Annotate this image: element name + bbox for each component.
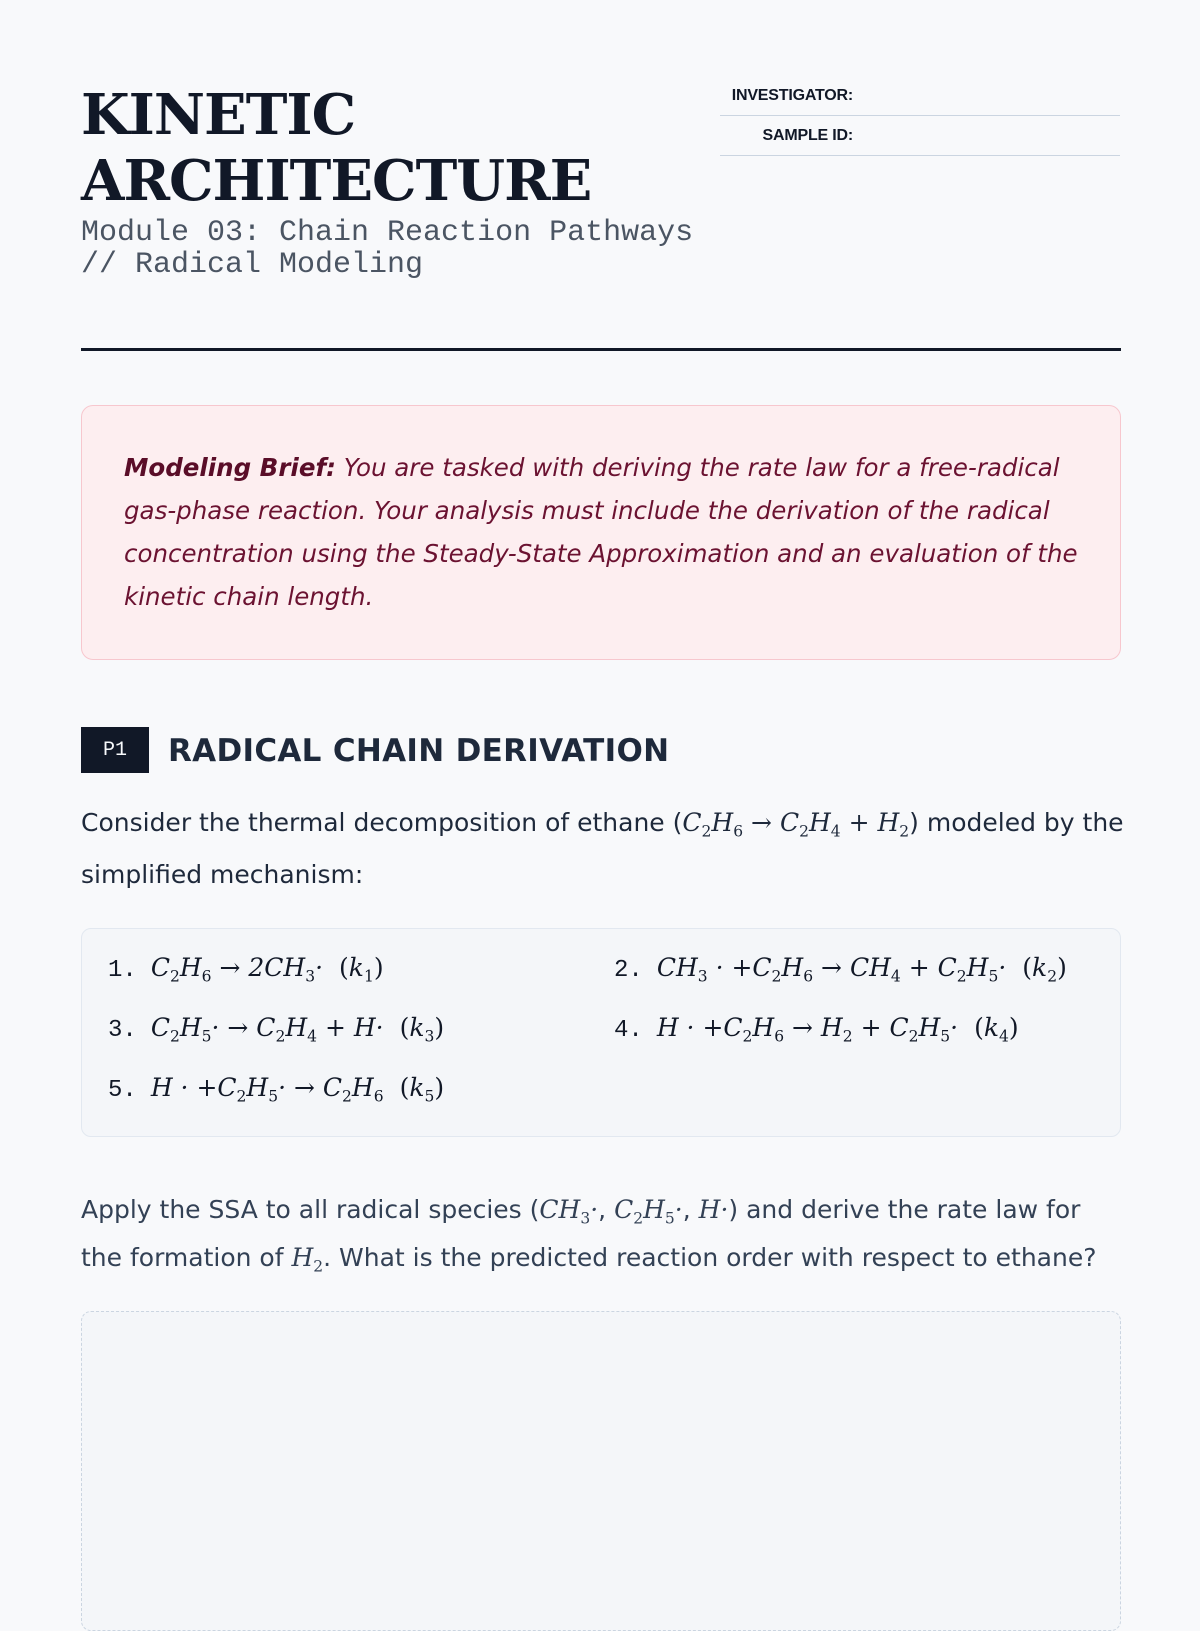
problem-intro <box>81 801 1126 896</box>
step-equation: $CH_3 \cdot +C_2H_6 \to CH_4 + C_2H_5\cdot$ <box>656 953 1007 986</box>
metadata-fields <box>720 76 1120 156</box>
radical-species: $CH_3\cdot$, $C_2H_5\cdot$, H· <box>539 1195 729 1228</box>
hydrogen-formula: $H_2$ <box>291 1243 324 1276</box>
problem-question <box>81 1190 1126 1287</box>
step-equation: $C_2H_6 \to 2CH_3\cdot$ <box>150 953 324 986</box>
mechanism-step <box>614 1013 1019 1045</box>
rate-constant: $(k_2)$ <box>1022 953 1067 986</box>
problem-title: RADICAL CHAIN DERIVATION <box>168 733 670 769</box>
step-number: 4. <box>614 1017 643 1044</box>
question-text-2: ) and derive the rate law for the formation of <box>81 1195 1081 1273</box>
brief-text: You are tasked with deriving the rate law for a free-radical gas-phase reaction. Your analysis must include the derivation of the radical concentration using the Steady-State Approximation and an evaluation of the kinetic chain length. <box>124 453 1078 611</box>
step-number: 5. <box>108 1077 137 1104</box>
rate-constant: $(k_1)$ <box>339 953 384 986</box>
overall-reaction-equation: $C_2H_6 \to C_2H_4 + H_2$ <box>682 808 910 841</box>
modeling-brief <box>81 405 1121 660</box>
step-number: 1. <box>108 957 137 984</box>
mechanism-step <box>614 953 1067 985</box>
step-equation: $H \cdot +C_2H_5\cdot \to C_2H_6$ <box>150 1073 384 1106</box>
question-text-3: . What is the predicted reaction order with respect to ethane? <box>323 1243 1097 1273</box>
mechanism-step <box>108 1013 444 1045</box>
rate-constant: $(k_4)$ <box>974 1013 1019 1046</box>
mechanism-step <box>108 1073 444 1105</box>
step-equation: $H \cdot +C_2H_6 \to H_2 + C_2H_5\cdot$ <box>656 1013 959 1046</box>
sample-id-field[interactable] <box>720 116 1120 156</box>
investigator-label: INVESTIGATOR: <box>731 86 853 104</box>
rate-constant: $(k_5)$ <box>399 1073 445 1106</box>
brief-label: Modeling Brief: <box>124 453 336 482</box>
header-divider <box>81 348 1121 351</box>
step-number: 3. <box>108 1017 137 1044</box>
sample-id-label: SAMPLE ID: <box>762 126 853 144</box>
step-number: 2. <box>614 957 643 984</box>
mechanism-box <box>81 928 1121 1137</box>
rate-constant: $(k_3)$ <box>399 1013 445 1046</box>
page-subtitle: Module 03: Chain Reaction Pathways // Radical Modeling <box>81 216 694 282</box>
intro-text-after: ) modeled by the simplified mechanism: <box>81 808 1124 890</box>
question-text-1: Apply the SSA to all radical species ( <box>81 1195 540 1224</box>
answer-area[interactable] <box>81 1311 1121 1631</box>
problem-badge: P1 <box>81 727 149 773</box>
step-equation: $C_2H_5\cdot \to C_2H_4 + H\cdot$ <box>150 1013 384 1046</box>
page-title: KINETIC ARCHITECTURE <box>81 82 592 214</box>
investigator-field[interactable] <box>720 76 1120 116</box>
intro-text-before: Consider the thermal decomposition of ethane ( <box>81 808 683 837</box>
mechanism-step <box>108 953 384 985</box>
